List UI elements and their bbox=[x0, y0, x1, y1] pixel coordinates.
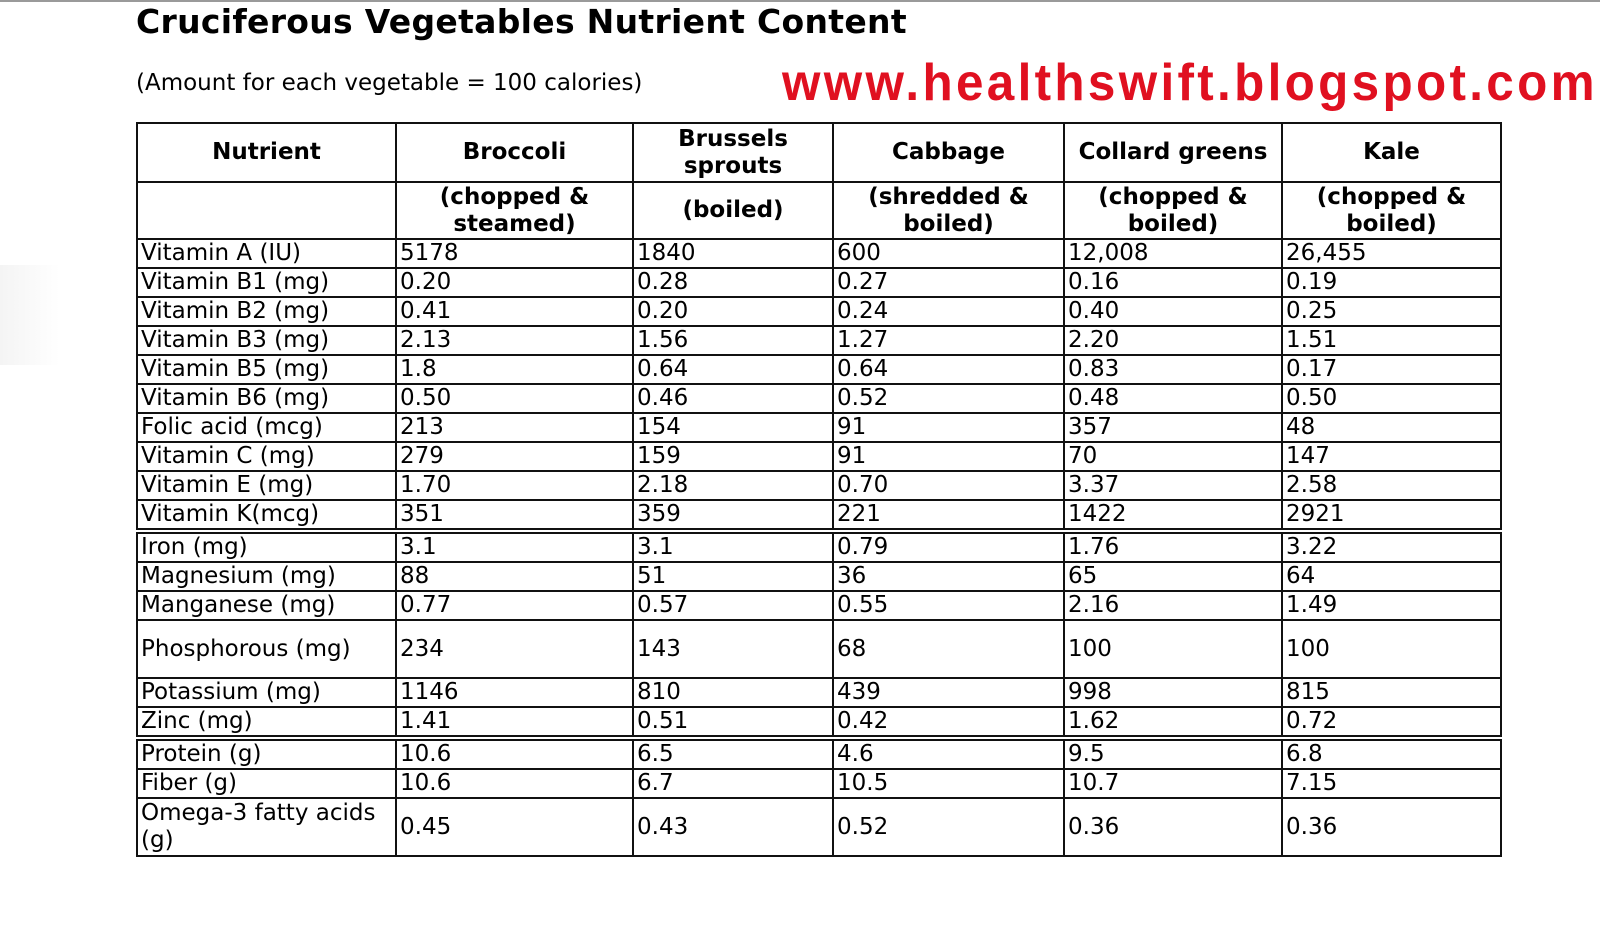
cell-brussels-sprouts: 0.57 bbox=[633, 591, 833, 620]
cell-cabbage: 0.70 bbox=[833, 471, 1064, 500]
table-row bbox=[137, 738, 1501, 769]
cell-kale: 48 bbox=[1282, 413, 1501, 442]
cell-collard-greens: 10.7 bbox=[1064, 769, 1282, 798]
cell-brussels-sprouts: 6.5 bbox=[633, 738, 833, 769]
cell-collard-greens: 0.36 bbox=[1064, 798, 1282, 856]
table-header bbox=[137, 123, 1501, 239]
table-row bbox=[137, 239, 1501, 268]
cell-nutrient: Vitamin A (IU) bbox=[137, 239, 396, 268]
table-row bbox=[137, 442, 1501, 471]
cell-collard-greens: 1.62 bbox=[1064, 707, 1282, 738]
cell-broccoli: 213 bbox=[396, 413, 633, 442]
cell-collard-greens: 1422 bbox=[1064, 500, 1282, 531]
left-edge-shading bbox=[0, 265, 60, 365]
table-row bbox=[137, 769, 1501, 798]
cell-nutrient: Potassium (mg) bbox=[137, 678, 396, 707]
table-row bbox=[137, 620, 1501, 678]
cell-broccoli: 10.6 bbox=[396, 769, 633, 798]
prep-nutrient bbox=[137, 182, 396, 239]
cell-kale: 2.58 bbox=[1282, 471, 1501, 500]
cell-collard-greens: 0.83 bbox=[1064, 355, 1282, 384]
cell-broccoli: 279 bbox=[396, 442, 633, 471]
cell-broccoli: 0.41 bbox=[396, 297, 633, 326]
cell-brussels-sprouts: 51 bbox=[633, 562, 833, 591]
cell-cabbage: 91 bbox=[833, 413, 1064, 442]
cell-kale: 0.25 bbox=[1282, 297, 1501, 326]
cell-cabbage: 221 bbox=[833, 500, 1064, 531]
page-subtitle: (Amount for each vegetable = 100 calories) bbox=[136, 70, 643, 96]
cell-broccoli: 1.8 bbox=[396, 355, 633, 384]
cell-cabbage: 439 bbox=[833, 678, 1064, 707]
cell-cabbage: 0.64 bbox=[833, 355, 1064, 384]
table-row bbox=[137, 531, 1501, 562]
cell-brussels-sprouts: 159 bbox=[633, 442, 833, 471]
prep-collard-greens: (chopped & boiled) bbox=[1064, 182, 1282, 239]
cell-broccoli: 1.70 bbox=[396, 471, 633, 500]
cell-kale: 0.50 bbox=[1282, 384, 1501, 413]
cell-nutrient: Fiber (g) bbox=[137, 769, 396, 798]
cell-kale: 6.8 bbox=[1282, 738, 1501, 769]
cell-collard-greens: 65 bbox=[1064, 562, 1282, 591]
cell-kale: 64 bbox=[1282, 562, 1501, 591]
cell-collard-greens: 1.76 bbox=[1064, 531, 1282, 562]
cell-brussels-sprouts: 0.20 bbox=[633, 297, 833, 326]
cell-cabbage: 91 bbox=[833, 442, 1064, 471]
table-body bbox=[137, 239, 1501, 856]
cell-kale: 0.17 bbox=[1282, 355, 1501, 384]
page-title: Cruciferous Vegetables Nutrient Content bbox=[136, 2, 907, 41]
cell-collard-greens: 0.48 bbox=[1064, 384, 1282, 413]
table-row bbox=[137, 326, 1501, 355]
table-row bbox=[137, 500, 1501, 531]
cell-collard-greens: 100 bbox=[1064, 620, 1282, 678]
cell-collard-greens: 0.40 bbox=[1064, 297, 1282, 326]
cell-nutrient: Folic acid (mcg) bbox=[137, 413, 396, 442]
cell-collard-greens: 70 bbox=[1064, 442, 1282, 471]
cell-brussels-sprouts: 1.56 bbox=[633, 326, 833, 355]
cell-collard-greens: 9.5 bbox=[1064, 738, 1282, 769]
cell-cabbage: 0.27 bbox=[833, 268, 1064, 297]
cell-nutrient: Magnesium (mg) bbox=[137, 562, 396, 591]
cell-cabbage: 0.24 bbox=[833, 297, 1064, 326]
cell-kale: 3.22 bbox=[1282, 531, 1501, 562]
cell-nutrient: Vitamin B2 (mg) bbox=[137, 297, 396, 326]
cell-broccoli: 0.20 bbox=[396, 268, 633, 297]
cell-cabbage: 0.79 bbox=[833, 531, 1064, 562]
cell-broccoli: 88 bbox=[396, 562, 633, 591]
cell-collard-greens: 2.16 bbox=[1064, 591, 1282, 620]
cell-brussels-sprouts: 154 bbox=[633, 413, 833, 442]
cell-collard-greens: 998 bbox=[1064, 678, 1282, 707]
cell-broccoli: 351 bbox=[396, 500, 633, 531]
cell-brussels-sprouts: 0.46 bbox=[633, 384, 833, 413]
prep-broccoli: (chopped & steamed) bbox=[396, 182, 633, 239]
table-row bbox=[137, 355, 1501, 384]
cell-collard-greens: 3.37 bbox=[1064, 471, 1282, 500]
table-row bbox=[137, 591, 1501, 620]
cell-kale: 0.72 bbox=[1282, 707, 1501, 738]
cell-broccoli: 0.77 bbox=[396, 591, 633, 620]
header-brussels-sprouts: Brussels sprouts bbox=[633, 123, 833, 182]
cell-cabbage: 0.42 bbox=[833, 707, 1064, 738]
table-row bbox=[137, 297, 1501, 326]
cell-nutrient: Phosphorous (mg) bbox=[137, 620, 396, 678]
table-row bbox=[137, 707, 1501, 738]
cell-nutrient: Omega-3 fatty acids (g) bbox=[137, 798, 396, 856]
cell-brussels-sprouts: 1840 bbox=[633, 239, 833, 268]
cell-collard-greens: 2.20 bbox=[1064, 326, 1282, 355]
cell-brussels-sprouts: 0.64 bbox=[633, 355, 833, 384]
cell-nutrient: Iron (mg) bbox=[137, 531, 396, 562]
table-row bbox=[137, 678, 1501, 707]
table-row bbox=[137, 562, 1501, 591]
cell-brussels-sprouts: 6.7 bbox=[633, 769, 833, 798]
prep-brussels-sprouts: (boiled) bbox=[633, 182, 833, 239]
cell-kale: 7.15 bbox=[1282, 769, 1501, 798]
cell-nutrient: Vitamin B5 (mg) bbox=[137, 355, 396, 384]
cell-kale: 147 bbox=[1282, 442, 1501, 471]
cell-cabbage: 10.5 bbox=[833, 769, 1064, 798]
cell-kale: 0.19 bbox=[1282, 268, 1501, 297]
cell-brussels-sprouts: 143 bbox=[633, 620, 833, 678]
cell-nutrient: Vitamin B1 (mg) bbox=[137, 268, 396, 297]
prep-kale: (chopped & boiled) bbox=[1282, 182, 1501, 239]
header-collard-greens: Collard greens bbox=[1064, 123, 1282, 182]
cell-broccoli: 2.13 bbox=[396, 326, 633, 355]
header-nutrient: Nutrient bbox=[137, 123, 396, 182]
cell-cabbage: 0.52 bbox=[833, 384, 1064, 413]
cell-nutrient: Vitamin B3 (mg) bbox=[137, 326, 396, 355]
cell-broccoli: 0.45 bbox=[396, 798, 633, 856]
cell-broccoli: 234 bbox=[396, 620, 633, 678]
header-broccoli: Broccoli bbox=[396, 123, 633, 182]
cell-brussels-sprouts: 359 bbox=[633, 500, 833, 531]
cell-cabbage: 68 bbox=[833, 620, 1064, 678]
cell-kale: 815 bbox=[1282, 678, 1501, 707]
cell-brussels-sprouts: 2.18 bbox=[633, 471, 833, 500]
cell-brussels-sprouts: 0.51 bbox=[633, 707, 833, 738]
cell-collard-greens: 357 bbox=[1064, 413, 1282, 442]
cell-kale: 1.49 bbox=[1282, 591, 1501, 620]
prep-cabbage: (shredded & boiled) bbox=[833, 182, 1064, 239]
cell-kale: 0.36 bbox=[1282, 798, 1501, 856]
cell-nutrient: Protein (g) bbox=[137, 738, 396, 769]
cell-broccoli: 1.41 bbox=[396, 707, 633, 738]
cell-kale: 1.51 bbox=[1282, 326, 1501, 355]
cell-broccoli: 10.6 bbox=[396, 738, 633, 769]
cell-cabbage: 600 bbox=[833, 239, 1064, 268]
cell-broccoli: 0.50 bbox=[396, 384, 633, 413]
nutrient-table bbox=[136, 122, 1502, 857]
cell-brussels-sprouts: 0.28 bbox=[633, 268, 833, 297]
cell-nutrient: Vitamin K(mcg) bbox=[137, 500, 396, 531]
cell-brussels-sprouts: 3.1 bbox=[633, 531, 833, 562]
cell-cabbage: 0.52 bbox=[833, 798, 1064, 856]
header-kale: Kale bbox=[1282, 123, 1501, 182]
cell-cabbage: 0.55 bbox=[833, 591, 1064, 620]
table-row bbox=[137, 413, 1501, 442]
cell-kale: 100 bbox=[1282, 620, 1501, 678]
table-row bbox=[137, 384, 1501, 413]
cell-cabbage: 4.6 bbox=[833, 738, 1064, 769]
website-watermark: www.healthswift.blogspot.com bbox=[782, 54, 1598, 112]
cell-broccoli: 3.1 bbox=[396, 531, 633, 562]
header-cabbage: Cabbage bbox=[833, 123, 1064, 182]
cell-nutrient: Vitamin B6 (mg) bbox=[137, 384, 396, 413]
table-row bbox=[137, 268, 1501, 297]
cell-cabbage: 1.27 bbox=[833, 326, 1064, 355]
cell-kale: 26,455 bbox=[1282, 239, 1501, 268]
cell-nutrient: Vitamin E (mg) bbox=[137, 471, 396, 500]
cell-broccoli: 5178 bbox=[396, 239, 633, 268]
cell-brussels-sprouts: 810 bbox=[633, 678, 833, 707]
cell-collard-greens: 0.16 bbox=[1064, 268, 1282, 297]
cell-nutrient: Vitamin C (mg) bbox=[137, 442, 396, 471]
cell-nutrient: Zinc (mg) bbox=[137, 707, 396, 738]
table-row bbox=[137, 798, 1501, 856]
cell-kale: 2921 bbox=[1282, 500, 1501, 531]
cell-cabbage: 36 bbox=[833, 562, 1064, 591]
cell-broccoli: 1146 bbox=[396, 678, 633, 707]
table-row bbox=[137, 471, 1501, 500]
header-row-preparation bbox=[137, 182, 1501, 239]
cell-collard-greens: 12,008 bbox=[1064, 239, 1282, 268]
cell-brussels-sprouts: 0.43 bbox=[633, 798, 833, 856]
header-row-names bbox=[137, 123, 1501, 182]
cell-nutrient: Manganese (mg) bbox=[137, 591, 396, 620]
